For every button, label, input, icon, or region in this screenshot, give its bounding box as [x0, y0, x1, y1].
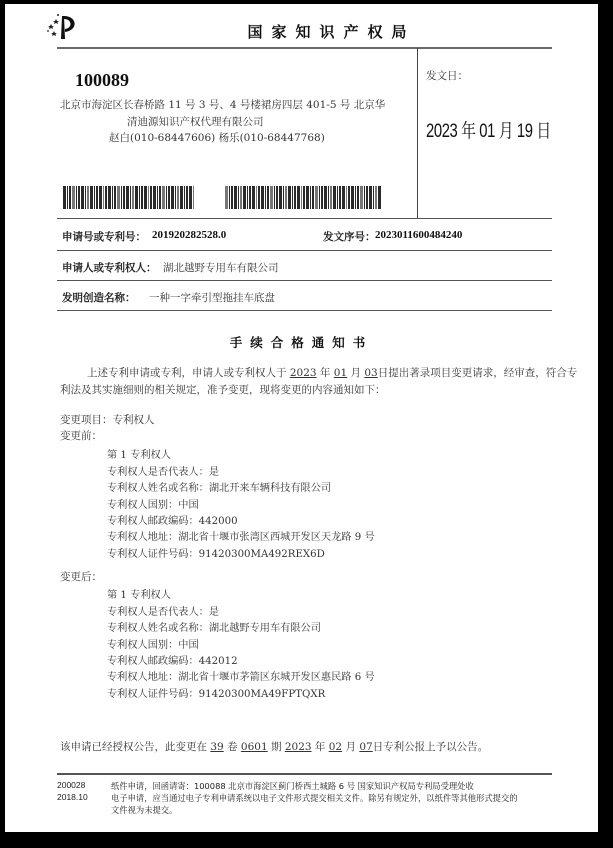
footer-line3: 文件视为未提交。 [111, 805, 178, 815]
send-date-value: 2023 年 01 月 19 日 [426, 121, 551, 142]
divider-1 [57, 218, 552, 219]
month-unit: 月 [350, 367, 361, 379]
gazette-day: 07 [359, 741, 373, 753]
year-unit: 年 [319, 367, 331, 379]
volume-unit: 卷 [227, 741, 238, 753]
before-item: 专利权人国别：中国 [107, 500, 199, 511]
request-day: 03 [364, 367, 378, 379]
divider-3 [57, 280, 552, 281]
intro-text-1: 上述专利申请或专利，申请人或专利权人于 [87, 367, 287, 379]
change-item: 变更项目：专利权人 [60, 414, 155, 426]
applicant-label: 申请人或专利权人： [62, 262, 157, 274]
invention-title: 一种一字牵引型拖挂车底盘 [149, 292, 275, 304]
header-divider [57, 47, 552, 49]
applicant-name: 湖北越野专用车有限公司 [163, 262, 279, 274]
recipient-address-line2: 清迪源知识产权代理有限公司 [127, 116, 264, 128]
gazette-year-unit: 年 [314, 741, 326, 753]
intro-line1 [87, 365, 577, 380]
after-item: 专利权人地址：湖北省十堰市茅箭区东城开发区惠民路 6 号 [107, 672, 375, 683]
issue-unit: 期 [270, 741, 282, 753]
footer-line1: 纸件申请，回函请寄：100088 北京市海淀区蓟门桥西土城路 6 号 国家知识产权局专利局受理处收 [111, 781, 474, 791]
before-item: 专利权人证件号码：91420300MA492REX6D [107, 549, 325, 560]
agency-name: 国家知识产权局 [247, 23, 416, 41]
gazette-volume: 39 [210, 741, 224, 753]
recipient-postcode: 100089 [75, 70, 129, 90]
form-code: 200028 [57, 780, 86, 790]
announcement [60, 739, 488, 754]
intro-line2: 利法及其实施细则的相关规定，准予变更，现将变更的内容通知如下： [60, 384, 386, 396]
after-item: 专利权人姓名或名称：湖北越野专用车有限公司 [107, 623, 321, 634]
application-number: 201920282528.0 [152, 229, 227, 241]
form-version: 2018.10 [57, 792, 88, 802]
request-month: 01 [333, 367, 348, 379]
divider-2 [57, 250, 552, 251]
barcode-application [63, 186, 198, 209]
before-item: 第 1 专利权人 [107, 450, 171, 461]
divider-4 [57, 310, 552, 311]
before-item: 专利权人地址：湖北省十堰市张湾区西城开发区天龙路 9 号 [107, 532, 375, 543]
gazette-year: 2023 [284, 741, 312, 753]
announce-text-1: 该申请已经授权公告，此变更在 [60, 741, 207, 753]
after-item: 第 1 专利权人 [107, 590, 171, 601]
request-year: 2023 [289, 367, 317, 379]
send-date-label: 发文日： [426, 70, 468, 82]
after-item: 专利权人是否代表人：是 [107, 607, 220, 618]
gazette-month-unit: 月 [345, 741, 356, 753]
before-item: 专利权人姓名或名称：湖北开来车辆科技有限公司 [107, 483, 332, 494]
footer-line2: 电子申请，应当通过电子专利申请系统以电子文件形式提交相关文件。除另有规定外，以纸件等其他形式提交的 [111, 793, 518, 803]
announce-text-2: 日专利公报上予以公告。 [372, 741, 489, 753]
barcode-serial [225, 186, 383, 209]
after-item: 专利权人邮政编码：442012 [107, 656, 238, 667]
header-vertical-divider [417, 48, 418, 218]
recipient-address-line1: 北京市海淀区长春桥路 11 号 3 号、4 号楼裙房四层 401-5 号 北京华 [60, 99, 386, 111]
application-number-label: 申请号或专利号： [62, 231, 146, 243]
invention-label: 发明创造名称： [62, 292, 136, 304]
notice-page [5, 4, 598, 832]
gazette-month: 02 [328, 741, 343, 753]
footer-divider [57, 773, 552, 775]
recipient-contacts: 赵白(010-68447606) 杨乐(010-68447768) [109, 132, 325, 144]
document-title: 手续合格通知书 [229, 335, 374, 350]
after-item: 专利权人国别：中国 [107, 640, 199, 651]
intro-text-2: 日提出著录项目变更请求，经审查，符合专 [377, 367, 578, 379]
serial-number: 2023011600484240 [375, 229, 463, 241]
after-label: 变更后： [60, 571, 102, 583]
before-item: 专利权人邮政编码：442000 [107, 516, 238, 527]
after-item: 专利权人证件号码：91420300MA49FPTQXR [107, 689, 326, 700]
gazette-issue: 0601 [240, 741, 268, 753]
before-item: 专利权人是否代表人：是 [107, 467, 220, 478]
serial-number-label: 发文序号： [323, 231, 376, 243]
before-label: 变更前： [60, 430, 102, 442]
